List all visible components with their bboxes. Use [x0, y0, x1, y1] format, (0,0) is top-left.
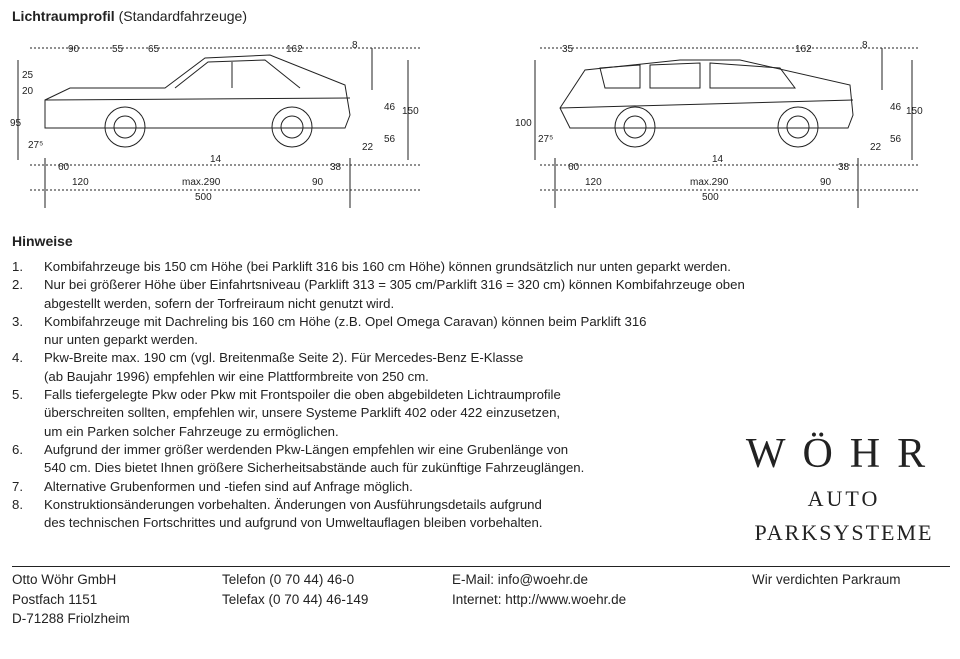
brand-line-auto: AUTO — [807, 486, 881, 511]
dim-label: 38 — [838, 162, 850, 173]
footer-line: Telefax (0 70 44) 46-149 — [222, 591, 369, 607]
dim-label: 46 — [890, 102, 902, 113]
hint-number: 4. — [12, 350, 23, 366]
hint-line: Nur bei größerer Höhe über Einfahrtsniveau (Parklift 313 = 305 cm/Parklift 316 = 320 cm) können Kombifahrzeuge oben — [44, 277, 745, 293]
dim-label: 120 — [585, 177, 602, 188]
hint-line: Kombifahrzeuge bis 150 cm Höhe (bei Parklift 316 bis 160 cm Höhe) können grundsätzlich nur unten geparkt werden. — [44, 259, 731, 274]
footer-web — [452, 570, 626, 609]
dim-label: 90 — [68, 44, 80, 55]
dim-label: 38 — [330, 162, 342, 173]
hint-line: Kombifahrzeuge mit Dachreling bis 160 cm Höhe (z.B. Opel Omega Caravan) können beim Parklift 316 — [44, 313, 647, 329]
hint-line: 540 cm. Dies bietet Ihnen größere Sicherheitsabstände auch für zukünftige Fahrzeuglängen. — [44, 460, 585, 476]
dim-label: 60 — [568, 162, 580, 173]
dim-label: max.290 — [690, 177, 729, 188]
hint-number: 2. — [12, 277, 23, 293]
footer-divider — [12, 566, 950, 567]
footer-line: Postfach 1151 — [12, 591, 98, 607]
dim-label: 120 — [72, 177, 89, 188]
dim-label: 8 — [862, 40, 868, 51]
hint-item — [12, 276, 912, 313]
hints-heading: Hinweise — [12, 233, 73, 249]
dim-label: 150 — [906, 106, 923, 117]
hint-number: 3. — [12, 313, 23, 329]
dim-label: 100 — [515, 118, 532, 129]
dim-label: 14 — [712, 154, 724, 165]
dim-label: 162 — [795, 44, 812, 55]
footer-internet[interactable]: Internet: http://www.woehr.de — [452, 591, 627, 607]
hint-line: nur unten geparkt werden. — [44, 332, 198, 348]
dim-label: 162 — [286, 44, 303, 55]
dim-label: 46 — [384, 102, 396, 113]
dim-label: 90 — [820, 177, 832, 188]
dim-label: 56 — [384, 134, 396, 145]
hint-line: (ab Baujahr 1996) empfehlen wir eine Plattformbreite von 250 cm. — [44, 368, 429, 384]
hint-line: Pkw-Breite max. 190 cm (vgl. Breitenmaße Seite 2). Für Mercedes-Benz E-Klasse — [44, 350, 524, 366]
brand-logo — [736, 432, 952, 546]
footer-slogan: Wir verdichten Parkraum — [752, 572, 901, 587]
dim-label: 35 — [562, 44, 574, 55]
hint-line: des technischen Fortschrittes und aufgrund von Umweltauflagen bleiben vorbehalten. — [44, 515, 543, 531]
footer-company — [12, 570, 130, 629]
dim-label: 65 — [148, 44, 160, 55]
dim-label: 150 — [402, 106, 419, 117]
hint-line: Konstruktionsänderungen vorbehalten. Änderungen von Ausführungsdetails aufgrund — [44, 496, 542, 512]
hint-item — [12, 258, 912, 276]
dim-label: 8 — [352, 40, 358, 51]
dim-label: 14 — [210, 154, 222, 165]
page-title — [12, 8, 247, 24]
footer-phone — [222, 570, 368, 609]
hint-line: um ein Parken solcher Fahrzeuge zu ermöglichen. — [44, 423, 339, 439]
dim-label: max.290 — [182, 177, 221, 188]
hint-number: 5. — [12, 387, 23, 403]
brand-line-parksysteme: PARKSYSTEME — [754, 520, 934, 545]
dim-label: 56 — [890, 134, 902, 145]
dim-label: 95 — [10, 118, 22, 129]
hint-line: Alternative Grubenformen und -tiefen sind auf Anfrage möglich. — [44, 478, 413, 494]
hint-line: Falls tiefergelegte Pkw oder Pkw mit Frontspoiler die oben abgebildeten Lichtraumprofile — [44, 387, 561, 403]
dim-label: 27⁵ — [28, 140, 44, 151]
dim-label: 20 — [22, 86, 34, 97]
hint-number: 7. — [12, 478, 23, 494]
hint-line: Aufgrund der immer größer werdenden Pkw-Längen empfehlen wir eine Grubenlänge von — [44, 441, 569, 457]
dim-label: 60 — [58, 162, 70, 173]
dim-label: 25 — [22, 70, 34, 81]
dim-label: 22 — [362, 142, 374, 153]
footer-line: D-71288 Friolzheim — [12, 611, 130, 626]
footer-line: Otto Wöhr GmbH — [12, 572, 117, 587]
dim-label: 27⁵ — [538, 134, 554, 145]
hint-number: 8. — [12, 496, 23, 512]
hint-line: abgestellt werden, sofern der Torfreiraum nicht genutzt wird. — [44, 295, 395, 311]
dim-label: 55 — [112, 44, 124, 55]
hint-item — [12, 313, 912, 350]
clearance-diagram — [0, 30, 960, 210]
title-subtitle: (Standardfahrzeuge) — [118, 8, 247, 24]
hint-number: 6. — [12, 441, 23, 457]
hint-number: 1. — [12, 259, 23, 274]
dim-label: 90 — [312, 177, 324, 188]
title-bold: Lichtraumprofil — [12, 8, 115, 24]
dim-label: 500 — [702, 192, 719, 203]
dim-label: 22 — [870, 142, 882, 153]
footer-email[interactable]: E-Mail: info@woehr.de — [452, 572, 589, 587]
footer-line: Telefon (0 70 44) 46-0 — [222, 572, 355, 587]
hint-item — [12, 349, 912, 386]
dim-label: 500 — [195, 192, 212, 203]
brand-name: WÖHR — [745, 431, 943, 477]
hint-line: überschreiten sollten, empfehlen wir, unsere Systeme Parklift 402 oder 422 einzusetzen, — [44, 405, 561, 421]
